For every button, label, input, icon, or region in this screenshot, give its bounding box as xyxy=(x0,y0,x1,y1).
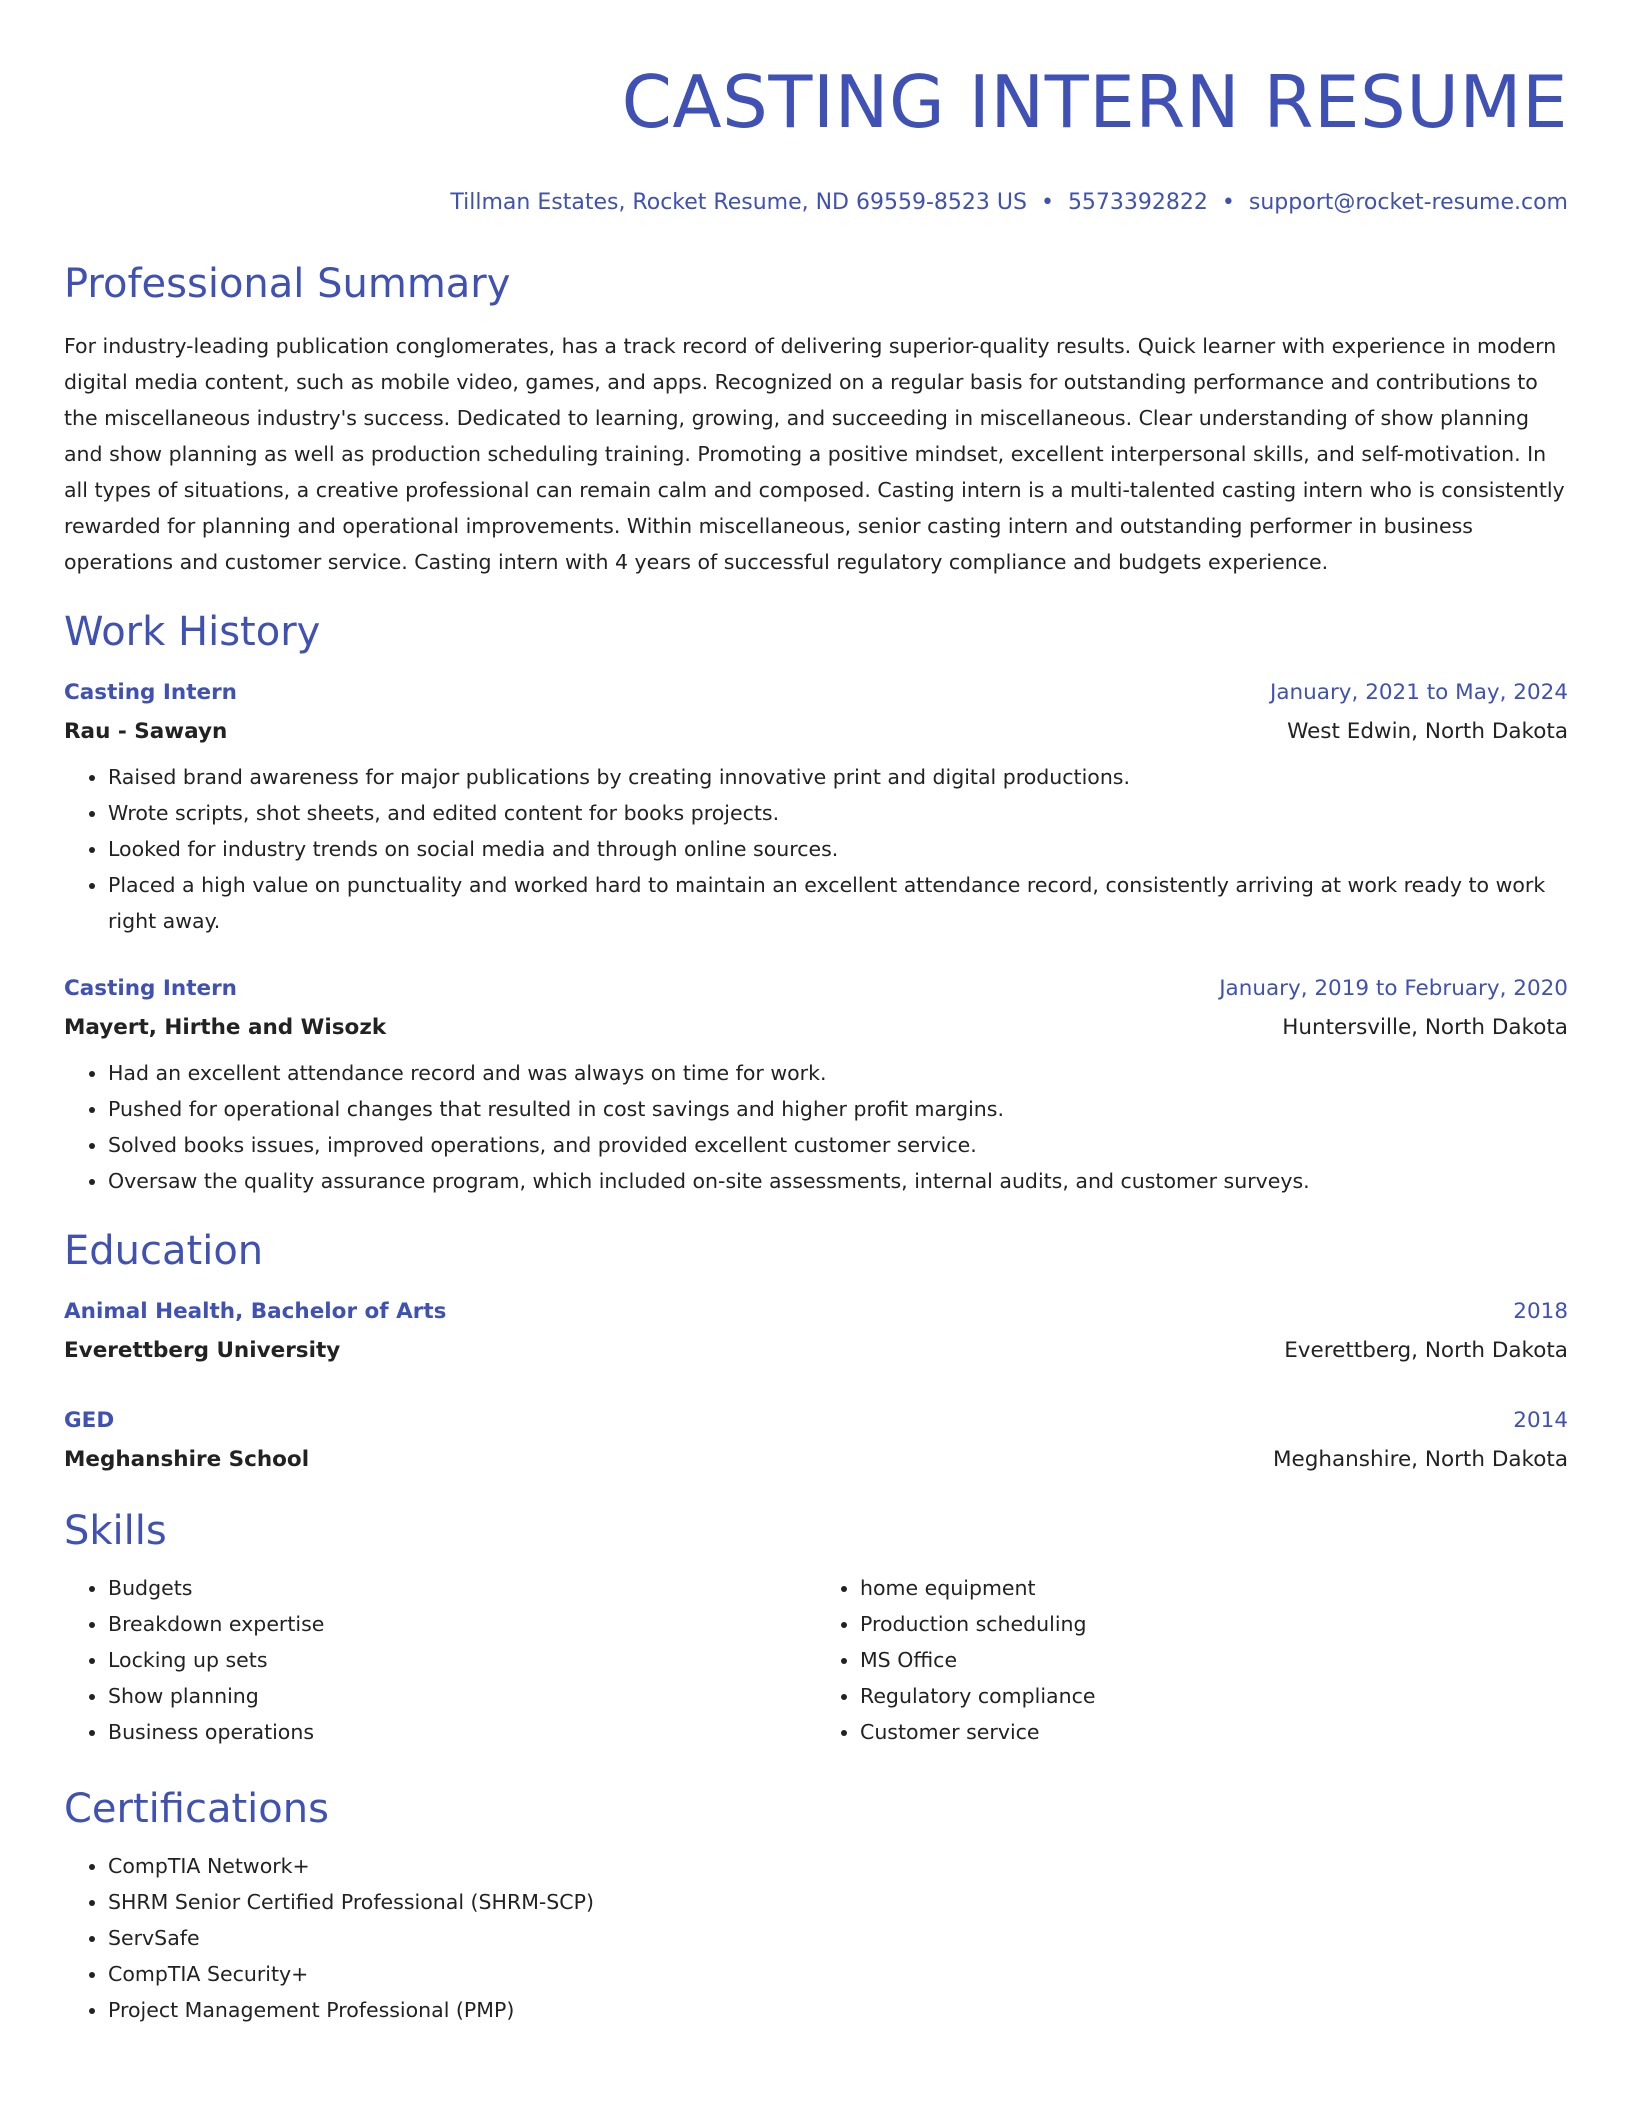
degree-row xyxy=(64,1401,1568,1440)
degree-year: 2018 xyxy=(1513,1299,1568,1324)
degree-year: 2014 xyxy=(1513,1408,1568,1433)
school-name: Meghanshire School xyxy=(64,1447,310,1472)
job-location: West Edwin, North Dakota xyxy=(1287,719,1568,744)
job-location: Huntersville, North Dakota xyxy=(1282,1015,1568,1040)
education-entry xyxy=(64,1401,1568,1479)
job-bullet: • Oversaw the quality assurance program, which included on-site assessments, internal audits, and customer surveys. xyxy=(108,1163,1568,1199)
job-bullets xyxy=(64,1055,1568,1199)
skill-item: • Show planning xyxy=(108,1678,816,1714)
resume-title: CASTING INTERN RESUME xyxy=(621,60,1568,144)
job-title-row xyxy=(64,969,1568,1008)
job-bullet: • Raised brand awareness for major publications by creating innovative print and digital productions. xyxy=(108,759,1568,795)
skill-item: • Business operations xyxy=(108,1714,816,1750)
job-title: Casting Intern xyxy=(64,680,237,705)
job-company: Mayert, Hirthe and Wisozk xyxy=(64,1015,387,1040)
degree-name: GED xyxy=(64,1408,115,1433)
job-company: Rau - Sawayn xyxy=(64,719,228,744)
contact-separator: • xyxy=(1040,190,1054,215)
certifications-heading: Certifications xyxy=(64,1786,329,1832)
certification-item: • Project Management Professional (PMP) xyxy=(108,1992,1568,2028)
job-bullet: • Placed a high value on punctuality and worked hard to maintain an excellent attendance record, consistently arriving at work ready to work right away. xyxy=(108,867,1568,939)
job-bullet: • Pushed for operational changes that resulted in cost savings and higher profit margins. xyxy=(108,1091,1568,1127)
school-location: Meghanshire, North Dakota xyxy=(1272,1447,1568,1472)
job-dates: January, 2019 to February, 2020 xyxy=(1219,976,1568,1001)
contact-phone: 5573392822 xyxy=(1067,190,1208,215)
summary-text: For industry-leading publication conglomerates, has a track record of delivering superior-quality results. Quick learner with experience in modern digital media content, such as mobile video, games, and apps. Recognized on a regular basis for outstanding performance and contributions to the miscellaneous industry's success. Dedicated to learning, growing, and succeeding in miscellaneous. Clear understanding of show planning and show planning as well as production scheduling training. Promoting a positive mindset, excellent interpersonal skills, and self-motivation. In all types of situations, a creative professional can remain calm and composed. Casting intern is a multi-talented casting intern who is consistently rewarded for planning and operational improvements. Within miscellaneous, senior casting intern and outstanding performer in business operations and customer service. Casting intern with 4 years of successful regulatory compliance and budgets experience. xyxy=(64,334,1565,574)
job-company-row xyxy=(64,1008,1568,1047)
job-title: Casting Intern xyxy=(64,976,237,1001)
skills-heading: Skills xyxy=(64,1508,167,1554)
school-row xyxy=(64,1331,1568,1370)
job-dates: January, 2021 to May, 2024 xyxy=(1270,680,1568,705)
contact-separator: • xyxy=(1221,190,1235,215)
skill-item: • Breakdown expertise xyxy=(108,1606,816,1642)
school-name: Everettberg University xyxy=(64,1338,341,1363)
certification-item: • SHRM Senior Certified Professional (SHRM-SCP) xyxy=(108,1884,1568,1920)
degree-row xyxy=(64,1292,1568,1331)
job-bullet: • Solved books issues, improved operations, and provided excellent customer service. xyxy=(108,1127,1568,1163)
skill-item: • Production scheduling xyxy=(860,1606,1568,1642)
certification-item: • ServSafe xyxy=(108,1920,1568,1956)
job-entry xyxy=(64,673,1568,939)
certifications-list xyxy=(64,1848,1568,2028)
certification-item: • CompTIA Network+ xyxy=(108,1848,1568,1884)
skill-item: • Regulatory compliance xyxy=(860,1678,1568,1714)
skill-item: • MS Office xyxy=(860,1642,1568,1678)
summary-heading: Professional Summary xyxy=(64,261,511,307)
skill-item: • Budgets xyxy=(108,1570,816,1606)
contact-address: Tillman Estates, Rocket Resume, ND 69559-8523 US xyxy=(450,190,1027,215)
education-entry xyxy=(64,1292,1568,1370)
job-bullet: • Had an excellent attendance record and was always on time for work. xyxy=(108,1055,1568,1091)
school-location: Everettberg, North Dakota xyxy=(1284,1338,1568,1363)
job-title-row xyxy=(64,673,1568,712)
skill-item: • Customer service xyxy=(860,1714,1568,1750)
work-history-heading: Work History xyxy=(64,609,321,655)
education-heading: Education xyxy=(64,1228,264,1274)
certification-item: • CompTIA Security+ xyxy=(108,1956,1568,1992)
contact-line xyxy=(64,187,1568,219)
job-entry xyxy=(64,969,1568,1199)
degree-name: Animal Health, Bachelor of Arts xyxy=(64,1299,447,1324)
job-bullet: • Wrote scripts, shot sheets, and edited content for books projects. xyxy=(108,795,1568,831)
resume-page xyxy=(64,0,1568,2028)
job-bullets xyxy=(64,759,1568,939)
skill-item: • home equipment xyxy=(860,1570,1568,1606)
skills-list-left xyxy=(64,1570,816,1750)
skills-list-right xyxy=(816,1570,1568,1750)
skill-item: • Locking up sets xyxy=(108,1642,816,1678)
skills-columns xyxy=(64,1570,1568,1750)
job-bullet: • Looked for industry trends on social media and through online sources. xyxy=(108,831,1568,867)
contact-email: support@rocket-resume.com xyxy=(1248,190,1568,215)
school-row xyxy=(64,1440,1568,1479)
job-company-row xyxy=(64,712,1568,751)
